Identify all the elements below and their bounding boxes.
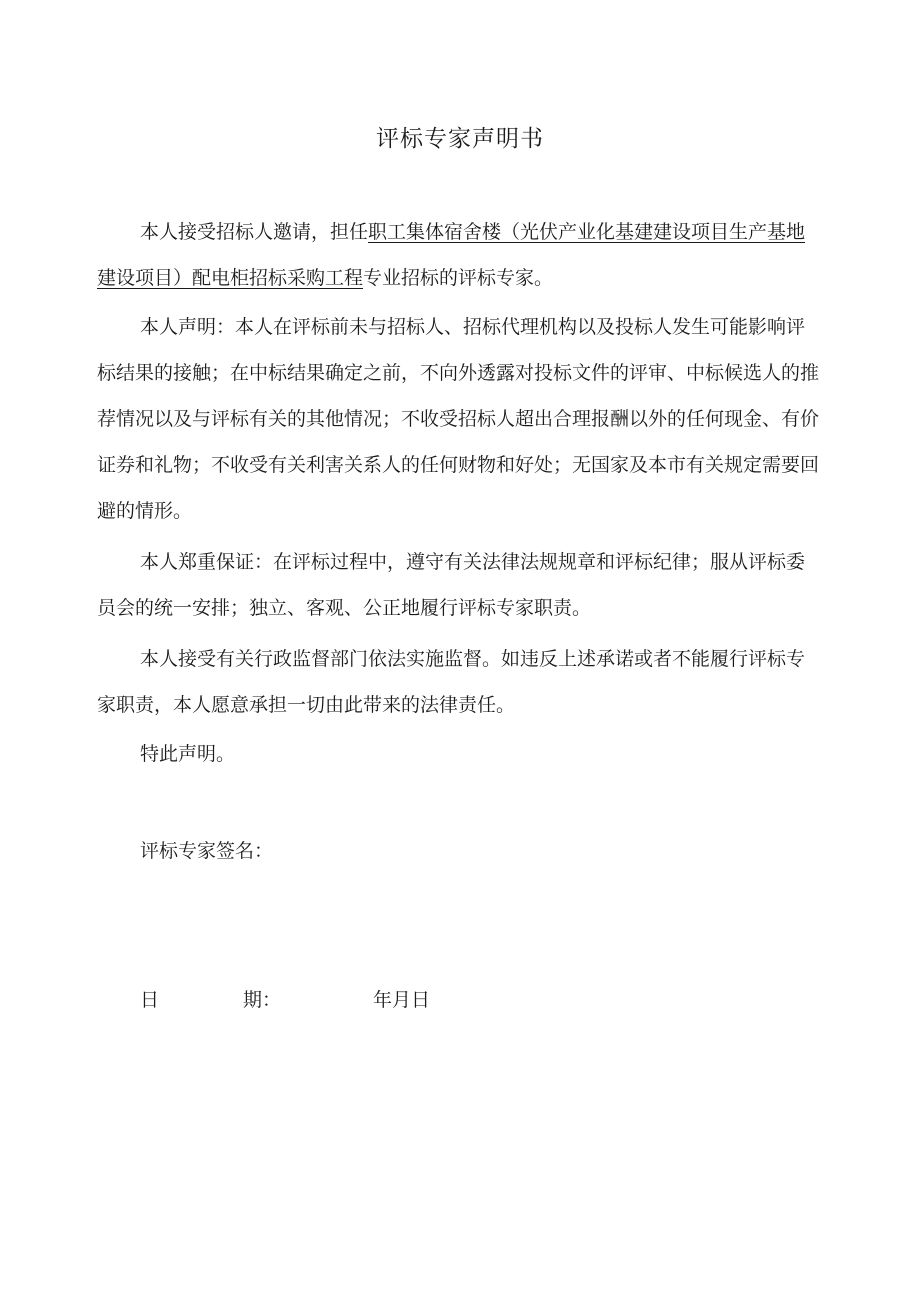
project-name-part1: 职工集体宿舍楼（光伏产业化基建建设项目生产基地 bbox=[368, 221, 806, 243]
para1-line2 bbox=[97, 264, 553, 292]
date-label-ri: 日 bbox=[140, 989, 160, 1011]
para2-line4: 证券和礼物；不收受有关利害关系人的任何财物和好处；无国家及本市有关规定需要回 bbox=[97, 454, 820, 476]
para2-line5: 避的情形。 bbox=[97, 500, 193, 522]
para4-line1: 本人接受有关行政监督部门依法实施监督。如违反上述承诺或者不能履行评标专 bbox=[140, 648, 806, 670]
date-label-qi: 期： bbox=[243, 989, 282, 1011]
closing-text: 特此声明。 bbox=[140, 743, 236, 765]
project-name-part2: 建设项目）配电柜招标采购工程 bbox=[97, 267, 364, 289]
para3-line1: 本人郑重保证：在评标过程中，遵守有关法律法规规章和评标纪律；服从评标委 bbox=[140, 551, 806, 573]
date-format: 年月日 bbox=[373, 989, 431, 1011]
para4-line2: 家职责，本人愿意承担一切由此带来的法律责任。 bbox=[97, 694, 516, 716]
page-title: 评标专家声明书 bbox=[376, 126, 544, 152]
para2-line3: 荐情况以及与评标有关的其他情况；不收受招标人超出合理报酬以外的任何现金、有价 bbox=[97, 408, 820, 430]
para1-prefix: 本人接受招标人邀请，担任 bbox=[140, 221, 369, 243]
para1-suffix: 专业招标的评标专家。 bbox=[363, 267, 554, 289]
signature-label: 评标专家签名： bbox=[140, 840, 274, 862]
para3-line2: 员会的统一安排；独立、客观、公正地履行评标专家职责。 bbox=[97, 597, 592, 619]
para1-line1 bbox=[140, 218, 805, 246]
para2-line2: 标结果的接触；在中标结果确定之前，不向外透露对投标文件的评审、中标候选人的推 bbox=[97, 362, 820, 384]
para2-line1: 本人声明：本人在评标前未与招标人、招标代理机构以及投标人发生可能影响评 bbox=[140, 316, 806, 338]
